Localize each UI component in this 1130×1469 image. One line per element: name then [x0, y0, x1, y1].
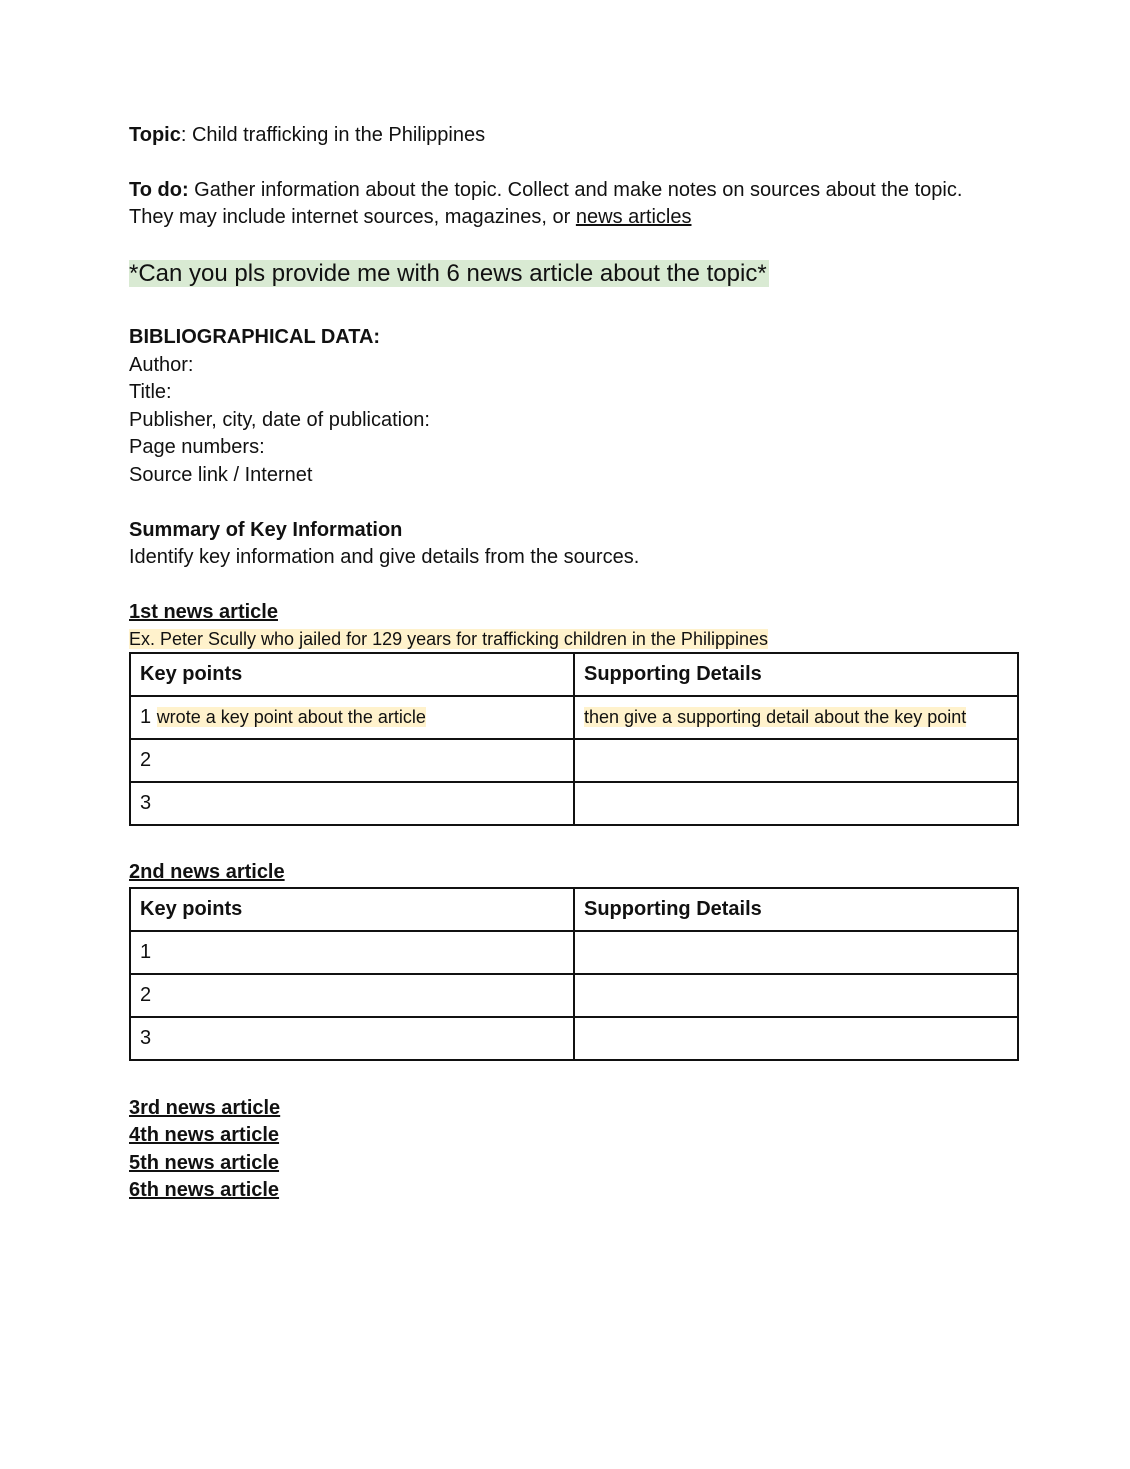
col-key-points: Key points — [130, 888, 574, 931]
news-articles-link[interactable]: news articles — [575, 206, 692, 228]
bib-title: Title: — [129, 381, 172, 403]
article3-heading: 3rd news article — [129, 1097, 281, 1119]
todo-line-2 — [129, 205, 691, 229]
todo-line-1 — [129, 178, 962, 202]
table-header-row — [130, 888, 1018, 931]
todo-text-2: They may include internet sources, magazines, or — [129, 206, 576, 228]
col-supporting-details: Supporting Details — [574, 888, 1018, 931]
key-point-cell[interactable] — [130, 696, 574, 739]
article2-heading: 2nd news article — [129, 861, 285, 883]
key-point-cell[interactable] — [130, 739, 574, 782]
table-row — [130, 782, 1018, 825]
supporting-detail-cell[interactable] — [574, 974, 1018, 1017]
article1-example — [129, 627, 768, 651]
supporting-detail-cell[interactable] — [574, 782, 1018, 825]
supporting-detail-cell[interactable] — [574, 1017, 1018, 1060]
table-row — [130, 1017, 1018, 1060]
bib-author: Author: — [129, 354, 194, 376]
row-number: 2 — [140, 749, 152, 771]
topic-label: Topic — [129, 124, 181, 146]
bib-source-link: Source link / Internet — [129, 464, 313, 486]
row-number: 1 — [140, 706, 152, 728]
article5-heading: 5th news article — [129, 1152, 280, 1174]
article4-heading: 4th news article — [129, 1124, 280, 1146]
col-key-points: Key points — [130, 653, 574, 696]
article1-example-highlight: Ex. Peter Scully who jailed for 129 years for trafficking children in the Philippines — [129, 629, 768, 649]
col-supporting-details: Supporting Details — [574, 653, 1018, 696]
table-row — [130, 739, 1018, 782]
key-point-cell[interactable]: 1 — [130, 931, 574, 974]
table-row — [130, 931, 1018, 974]
summary-heading: Summary of Key Information — [129, 519, 403, 541]
bib-page-numbers: Page numbers: — [129, 436, 265, 458]
table-row — [130, 696, 1018, 739]
topic-line — [129, 123, 485, 147]
topic-value: Child trafficking in the Philippines — [191, 124, 486, 146]
supporting-detail-cell[interactable] — [574, 931, 1018, 974]
row-number: 3 — [140, 792, 152, 814]
article2-table — [129, 887, 1019, 1061]
article6-heading: 6th news article — [129, 1179, 280, 1201]
request-line — [129, 259, 769, 289]
article1-table — [129, 652, 1019, 826]
todo-label: To do: — [129, 179, 189, 201]
topic-separator: : — [180, 124, 192, 146]
key-point-cell[interactable] — [130, 782, 574, 825]
bibliography-heading: BIBLIOGRAPHICAL DATA: — [129, 326, 381, 348]
key-point-text: wrote a key point about the article — [156, 707, 426, 727]
bib-publisher: Publisher, city, date of publication: — [129, 409, 430, 431]
key-point-cell[interactable]: 2 — [130, 974, 574, 1017]
key-point-cell[interactable]: 3 — [130, 1017, 574, 1060]
todo-text: Gather information about the topic. Collect and make notes on sources about the topic. — [188, 179, 963, 201]
supporting-detail-cell[interactable] — [574, 696, 1018, 739]
article1-heading: 1st news article — [129, 601, 278, 623]
supporting-detail-cell[interactable] — [574, 739, 1018, 782]
table-header-row — [130, 653, 1018, 696]
supporting-detail-text: then give a supporting detail about the key point — [584, 707, 967, 727]
request-highlight: *Can you pls provide me with 6 news article about the topic* — [129, 260, 767, 287]
table-row — [130, 974, 1018, 1017]
summary-instruction: Identify key information and give details from the sources. — [129, 546, 640, 568]
